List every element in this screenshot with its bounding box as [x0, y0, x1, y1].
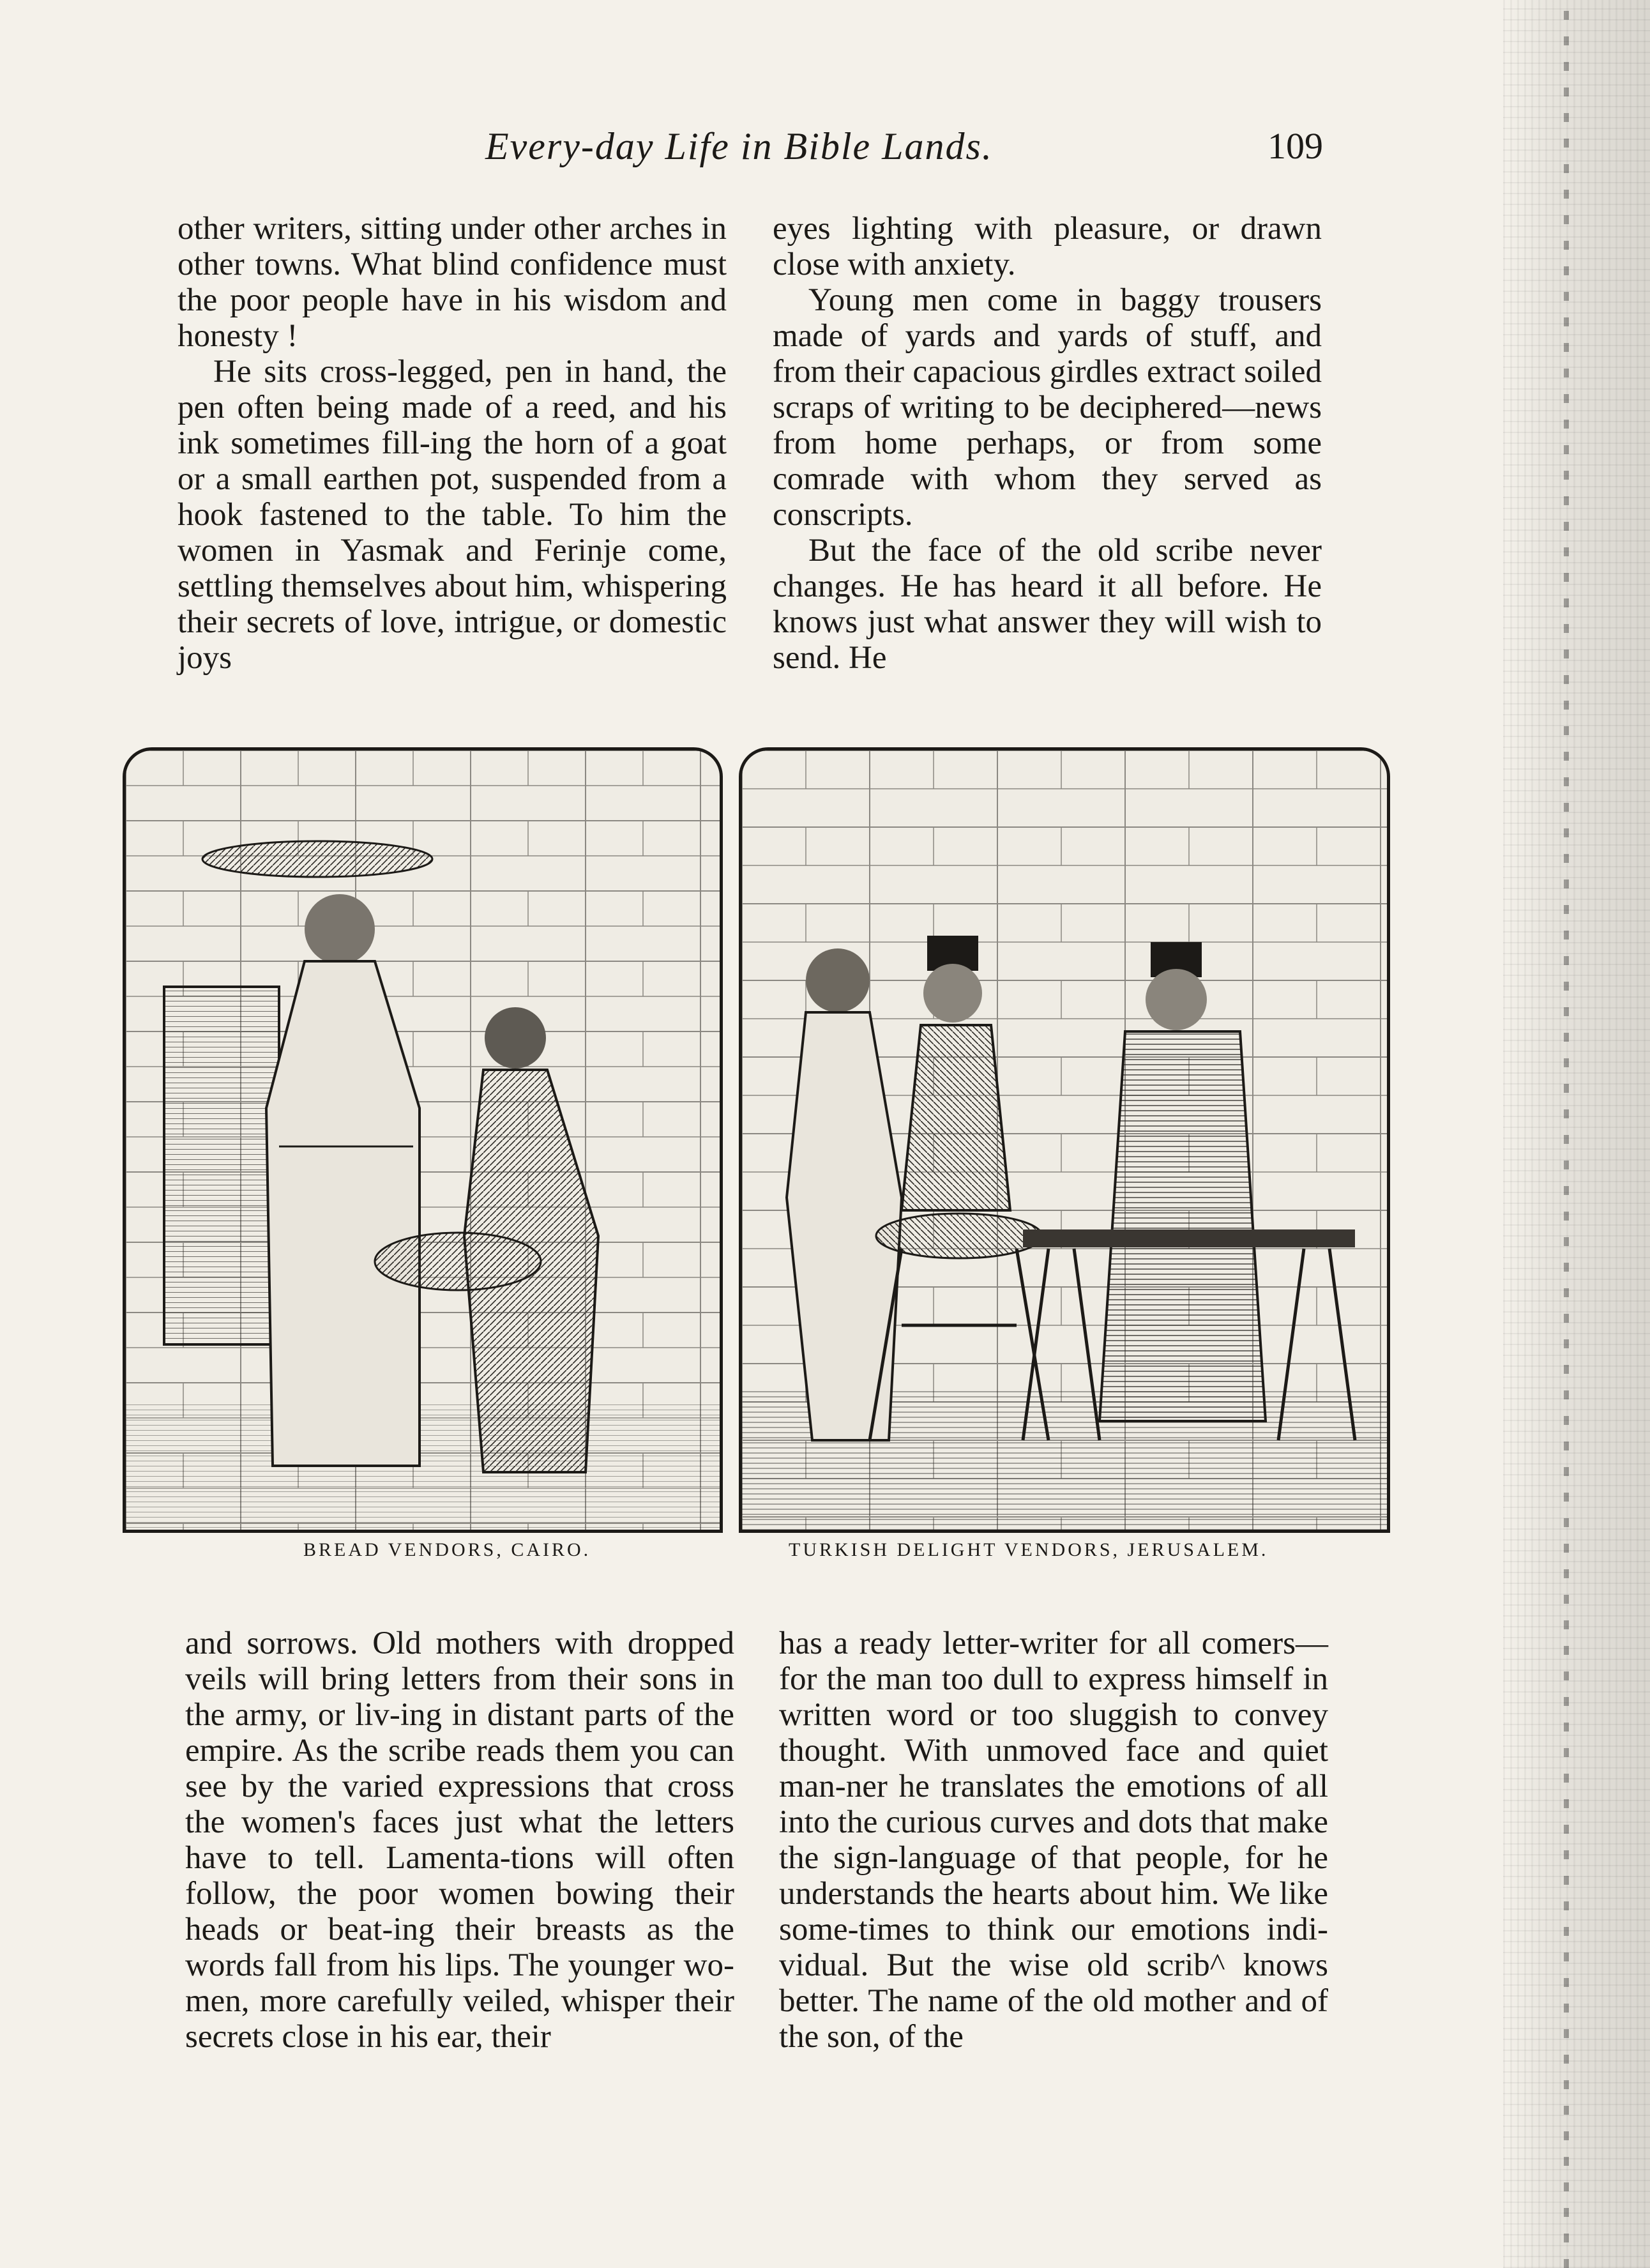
illustration-plate [123, 734, 1393, 1530]
column-bottom-left [185, 1625, 734, 2194]
page-header [0, 125, 1650, 176]
engraving-image [742, 750, 1387, 1530]
column-top-left [178, 211, 727, 703]
paragraph: has a ready letter-writer for all comers—for the man too dull to express himself in written word or too sluggish to convey thought. With unmoved face and quiet man-ner he translates the emotions of all into the curious curves and dots that make the sign-language of that people, for he understands the hearts about him. We like some-times to think our emotions indi-vidual. But the wise old scrib^ knows better. The name of the old mother and of the son, of the [779, 1625, 1328, 2055]
engraving-image [126, 750, 720, 1530]
page-number: 109 [1268, 125, 1323, 167]
turkish-delight-vendors-illustration [739, 747, 1390, 1533]
scan-margin-edge [1503, 0, 1650, 2268]
column-top-right [773, 211, 1322, 703]
running-title: Every-day Life in Bible Lands. [485, 125, 993, 167]
caption-turkish-delight-vendors: TURKISH DELIGHT VENDORS, JERUSALEM. [789, 1539, 1269, 1560]
paragraph: He sits cross-legged, pen in hand, the pen often being made of a reed, and his ink sometimes fill-ing the horn of a goat or a small earthen pot, suspended from a hook fastened to the table. To him the women in Yasmak and Ferinje come, settling themselves about him, whispering their secrets of love, intrigue, or domestic joys [178, 354, 727, 676]
paragraph: other writers, sitting under other arches in other towns. What blind confidence must the poor people have in his wisdom and honesty ! [178, 211, 727, 354]
paragraph: eyes lighting with pleasure, or drawn close with anxiety. [773, 211, 1322, 282]
caption-bread-vendors: BREAD VENDORS, CAIRO. [303, 1539, 591, 1560]
column-bottom-right [779, 1625, 1328, 2194]
paragraph: Young men come in baggy trousers made of yards and yards of stuff, and from their capacious girdles extract soiled scraps of writing to be deciphered—news from home perhaps, or from some comrade with whom they served as conscripts. [773, 282, 1322, 533]
paragraph: But the face of the old scribe never changes. He has heard it all before. He knows just what answer they will wish to send. He [773, 533, 1322, 676]
paragraph: and sorrows. Old mothers with dropped veils will bring letters from their sons in the army, or liv-ing in distant parts of the empire. As the scribe reads them you can see by the varied expressions that cross the women's faces just what the letters have to tell. Lamenta-tions will often follow, the poor women bowing their heads or beat-ing their breasts as the words fall from his lips. The younger wo-men, more carefully veiled, whisper their secrets close in his ear, their [185, 1625, 734, 2055]
bread-vendors-illustration [123, 747, 723, 1533]
